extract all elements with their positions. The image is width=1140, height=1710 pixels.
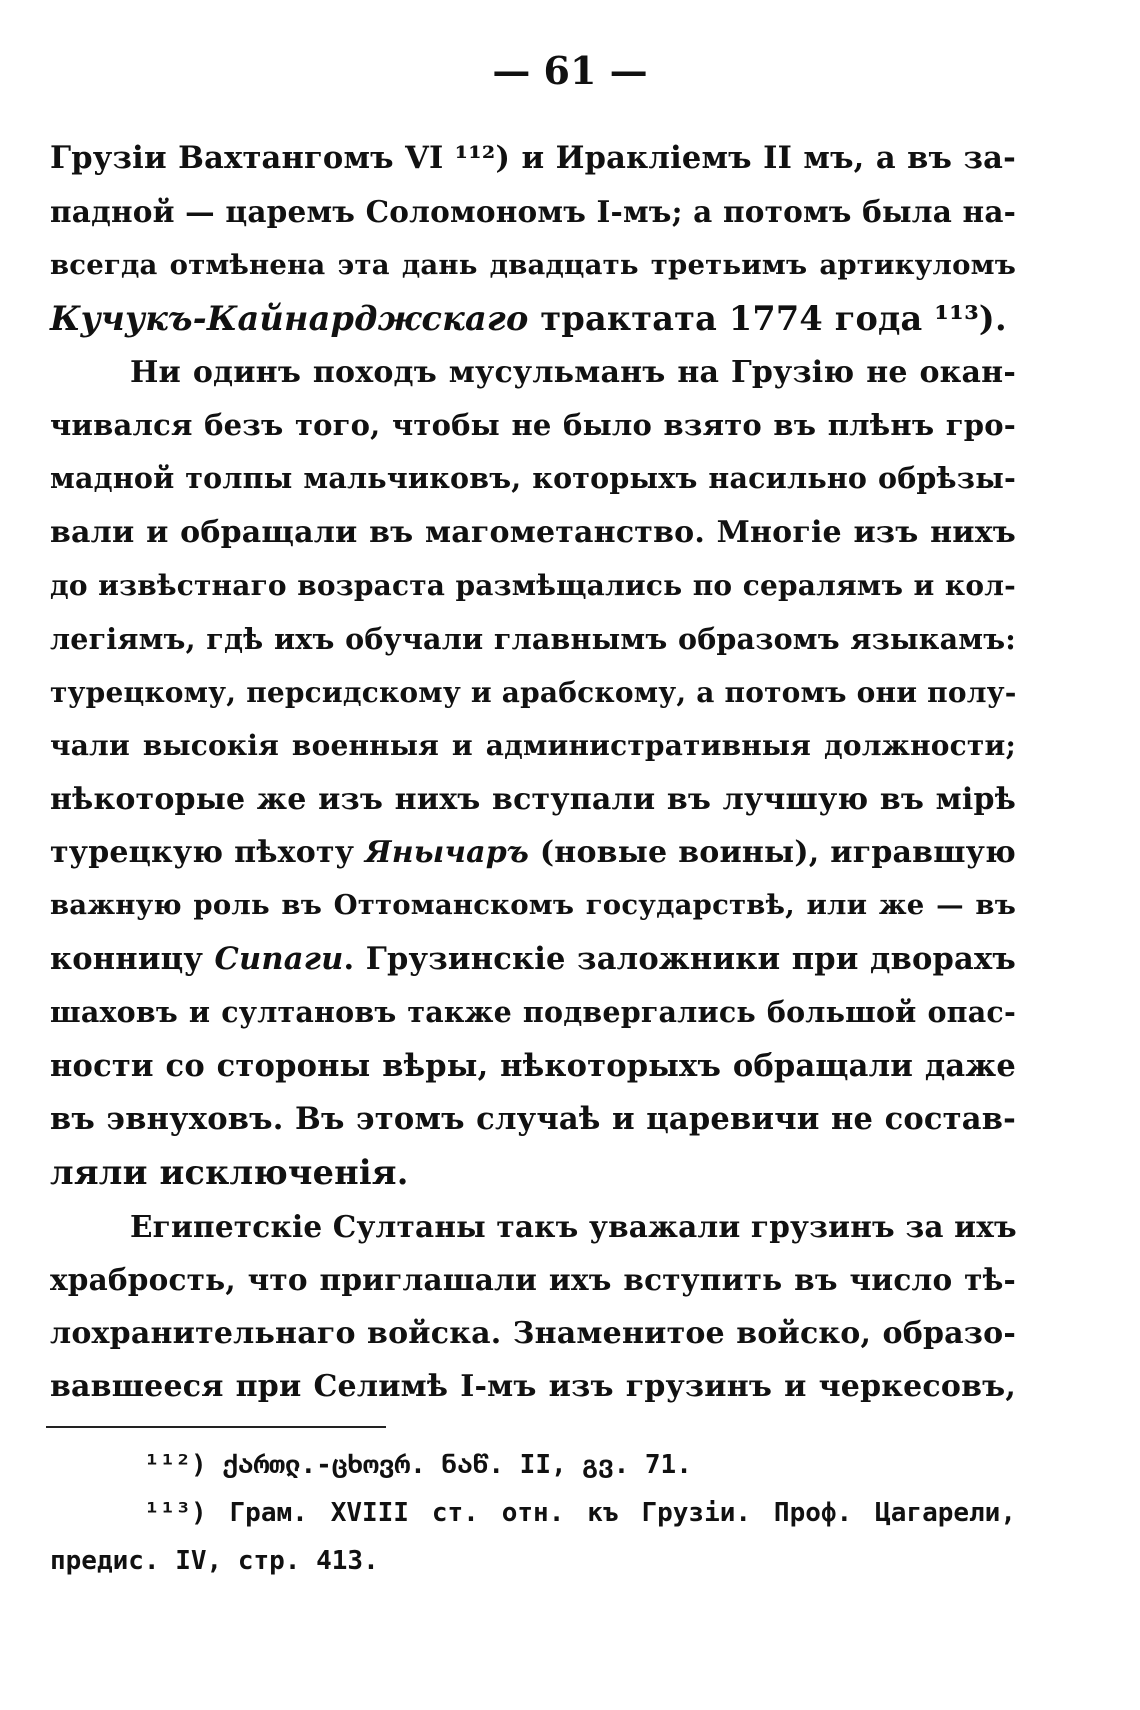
text-line: турецкую пѣхоту Янычаръ (новые воины), игравшую (50, 835, 1016, 871)
page-number: — 61 — (492, 48, 648, 93)
text-line: Грузіи Вахтангомъ VI ¹¹²) и Ираклiемъ II мъ, а въ за- (50, 140, 1016, 176)
text-line: ляли исключенія. (50, 1153, 409, 1193)
text-line: Ни одинъ походъ мусульманъ на Грузію не окан- (130, 354, 1016, 390)
footnote-113-continued: предис. IV, стр. 413. (50, 1546, 379, 1576)
italic-term: Кучукъ-Кайнарджскаго (50, 299, 529, 339)
text-line: турецкому, персидскому и арабскому, а потомъ они полу- (50, 675, 1017, 709)
text-line: храбрость, что приглашали ихъ вступить въ число тѣ- (50, 1262, 1016, 1298)
text-line: лохранительнаго войска. Знаменитое войско, образо- (50, 1315, 1016, 1351)
main-text (50, 132, 1016, 1413)
footnote-112: ¹¹²) ქართლ.-ცხოვრ. ნაწ. II, გვ. 71. (144, 1450, 692, 1480)
text-line: Египетскіе Султаны такъ уважали грузинъ за ихъ (130, 1208, 1017, 1244)
text-line: нѣкоторые же изъ нихъ вступали въ лучшую въ мірѣ (50, 781, 1016, 817)
text-line: легіямъ, гдѣ ихъ обучали главнымъ образомъ языкамъ: (50, 621, 1016, 656)
text-line: ности со стороны вѣры, нѣкоторыхъ обращали даже (50, 1047, 1016, 1084)
italic-term: Сипаги (214, 940, 344, 977)
text-line: шаховъ и султановъ также подвергались большой опас- (50, 995, 1016, 1030)
text-line: мадной толпы мальчиковъ, которыхъ насильно обрѣзы- (50, 461, 1016, 496)
text-line: чали высокія военныя и административныя должности; (50, 729, 1016, 763)
footnote-113: ¹¹³) Грам. XVIII ст. отн. къ Грузіи. Проф. Цагарели, (144, 1498, 1016, 1528)
text-line: вали и обращали въ магометанство. Многіе изъ нихъ (50, 514, 1016, 550)
text-line: въ эвнуховъ. Въ этомъ случаѣ и царевичи не состав- (50, 1101, 1016, 1138)
text-line: важную роль въ Оттоманскомъ государствѣ, или же — въ (50, 889, 1016, 922)
text-line: конницу Сипаги. Грузинскіе заложники при дворахъ (50, 940, 1016, 977)
text-line: Кучукъ-Кайнарджскаго трактата 1774 года ¹¹³). (50, 299, 1007, 339)
text-line: всегда отмѣнена эта дань двадцать третьимъ артикуломъ (50, 248, 1016, 281)
footnote-separator (46, 1426, 386, 1428)
text-line: падной — царемъ Соломономъ I-мъ; а потомъ была на- (50, 194, 1017, 230)
text-line: чивался безъ того, чтобы не было взято въ плѣнъ гро- (50, 407, 1016, 442)
text-line: вавшееся при Селимѣ I-мъ изъ грузинъ и черкесовъ, (50, 1368, 1016, 1404)
italic-term: Янычаръ (365, 835, 529, 871)
text-line: до извѣстнаго возраста размѣщались по сералямъ и кол- (50, 569, 1016, 603)
